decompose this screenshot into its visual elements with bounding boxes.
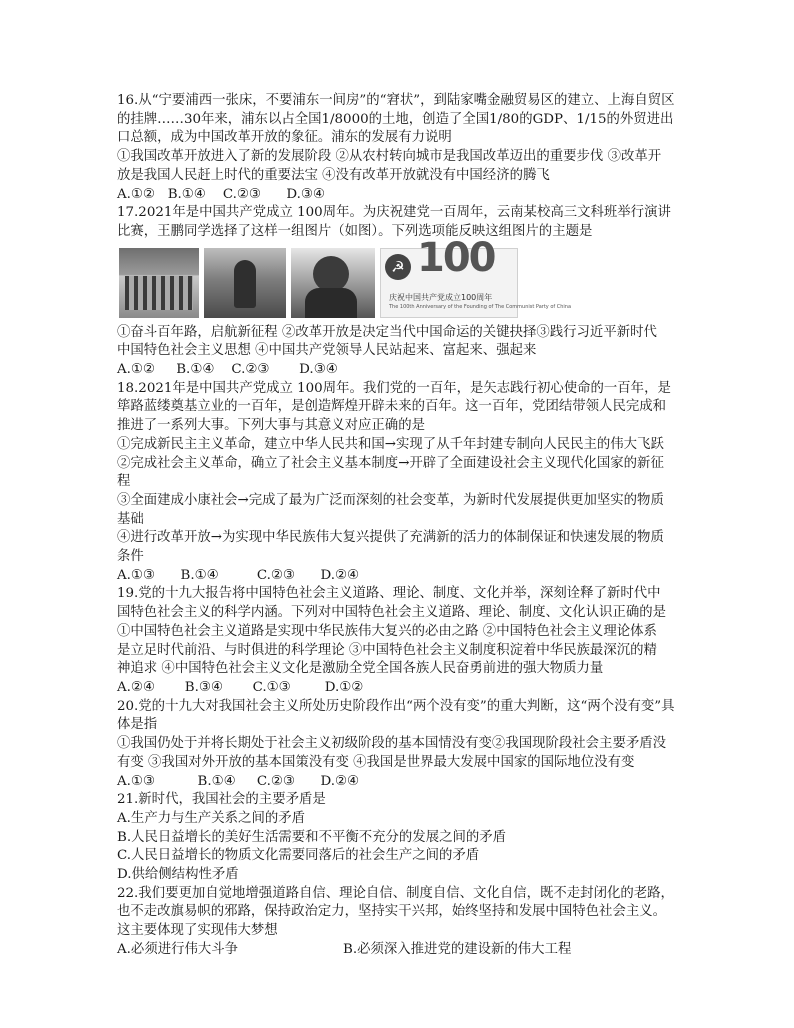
photo-leader-speech (291, 248, 375, 318)
q22-line: 22.我们要更加自觉地增强道路自信、理论自信、制度自信、文化自信，既不走封闭化的老路， (117, 885, 674, 901)
q16-statement: 放是我国人民赶上时代的重要法宝 ④没有改革开放就没有中国经济的腾飞 (117, 167, 550, 183)
q20-statement: 有变 ③我国对外开放的基本国策没有变 ④我国是世界最大发展中国家的国际地位没有变 (117, 754, 635, 770)
q16-options: A.①② B.①④ C.②③ D.③④ (117, 186, 325, 202)
photo-historic-figure (204, 248, 286, 318)
q19-statement: 是立足时代前沿、与时俱进的科学理论 ③中国特色社会主义制度积淀着中华民族最深沉的精 (117, 642, 657, 658)
q16-line: 的挂牌……30年来，浦东以占全国1/8000的土地，创造了全国1/80的GDP、1/15的外贸进出 (117, 111, 674, 127)
party-emblem-icon: ☭ (385, 254, 411, 280)
q18-statement: 条件 (117, 549, 144, 565)
q17-line: 17.2021年是中国共产党成立 100周年。为庆祝建党一百周年，云南某校高三文科班举行演讲 (117, 205, 671, 221)
q22-line: 这主要体现了实现伟大梦想 (117, 923, 278, 939)
question-21 (117, 791, 680, 885)
q22-options (117, 941, 680, 960)
q16-line: 16.从“宁要浦西一张床，不要浦东一间房”的“窘状”，到陆家嘴金融贸易区的建立、上海自贸区 (117, 93, 675, 108)
q17-image-group (119, 234, 680, 318)
q18-statement: ①完成新民主主义革命，建立中华人民共和国→实现了从千年封建专制向人民民主的伟大飞跃 (117, 436, 664, 452)
q19-statement: ①中国特色社会主义道路是实现中华民族伟大复兴的必由之路 ②中国特色社会主义理论体系 (117, 623, 657, 639)
q22-option-a: A.必须进行伟大斗争 (117, 941, 239, 957)
q17-line: 比赛，王鹏同学选择了这样一组图片（如图）。下列选项能反映这组图片的主题是 (117, 223, 593, 239)
q16-line: 口总额，成为中国改革开放的象征。浦东的发展有力说明 (117, 130, 452, 146)
photo-historic-scene (119, 248, 199, 318)
q18-statement: 基础 (117, 511, 144, 527)
q17-statement: 中国特色社会主义思想 ④中国共产党领导人民站起来、富起来、强起来 (117, 343, 537, 359)
q20-line: 20.党的十九大对我国社会主义所处历史阶段作出“两个没有变”的重大判断，这“两个没有变”具 (117, 698, 675, 714)
q18-statement: 程 (117, 474, 131, 490)
q18-statement: ③全面建成小康社会→完成了最为广泛而深刻的社会变革，为新时代发展提供更加坚实的物质 (117, 492, 664, 508)
q22-option-b: B.必须深入推进党的建设新的伟大工程 (343, 941, 572, 957)
centenary-caption: 庆祝中国共产党成立100周年 (389, 292, 493, 302)
centenary-number: 100 (417, 234, 495, 281)
q20-statement: ①我国仍处于并将长期处于社会主义初级阶段的基本国情没有变②我国现阶段社会主要矛盾没 (117, 736, 667, 752)
q18-line: 筚路蓝缕奠基立业的一百年，是创造辉煌开辟未来的百年。这一百年，党团结带领人民完成和 (117, 399, 667, 415)
q19-line: 19.党的十九大报告将中国特色社会主义道路、理论、制度、文化并举，深刻诠释了新时代中 (117, 586, 661, 602)
q21-option-c: C.人民日益增长的物质文化需要同落后的社会生产之间的矛盾 (117, 848, 480, 864)
q17-statement: ①奋斗百年路，启航新征程 ②改革开放是决定当代中国命运的关键抉择③践行习近平新时代 (117, 324, 657, 340)
q21-option-b: B.人民日益增长的美好生活需要和不平衡不充分的发展之间的矛盾 (117, 829, 507, 845)
question-16 (117, 92, 680, 204)
centenary-logo (380, 234, 572, 318)
q18-line: 推进了一系列大事。下列大事与其意义对应正确的是 (117, 418, 425, 434)
q21-stem: 21.新时代，我国社会的主要矛盾是 (117, 792, 326, 808)
question-18 (117, 380, 680, 586)
q18-options: A.①③ B.①④ C.②③ D.②④ (117, 567, 359, 583)
question-17 (117, 204, 680, 380)
q20-options: A.①③ B.①④ C.②③ D.②④ (117, 773, 359, 789)
q16-statement: ①我国改革开放进入了新的发展阶段 ②从农村转向城市是我国改革迈出的重要步伐 ③改革开 (117, 149, 662, 165)
q19-options: A.②④ B.③④ C.①③ D.①② (117, 679, 364, 695)
question-20 (117, 698, 680, 792)
q17-options: A.①② B.①④ C.②③ D.③④ (117, 362, 338, 378)
q21-option-a: A.生产力与生产关系之间的矛盾 (117, 810, 306, 826)
centenary-caption-en: The 100th Anniversary of the Founding of The Communist Party of China (389, 303, 572, 310)
q18-line: 18.2021年是中国共产党成立 100周年。我们党的一百年，是矢志践行初心使命的一百年，是 (117, 380, 671, 396)
q20-line: 体是指 (117, 717, 158, 733)
q18-statement: ②完成社会主义革命，确立了社会主义基本制度→开辟了全面建设社会主义现代化国家的新征 (117, 455, 664, 471)
q18-statement: ④进行改革开放→为实现中华民族伟大复兴提供了充满新的活力的体制保证和快速发展的物质 (117, 530, 664, 546)
question-22 (117, 885, 680, 960)
q19-line: 国特色社会主义的科学内涵。下列对中国特色社会主义道路、理论、制度、文化认识正确的是 (117, 605, 667, 621)
q19-statement: 神追求 ④中国特色社会主义文化是激励全党全国各族人民奋勇前进的强大物质力量 (117, 661, 604, 677)
q21-option-d: D.供给侧结构性矛盾 (117, 867, 239, 883)
question-19 (117, 585, 680, 697)
q22-line: 也不走改旗易帜的邪路，保持政治定力，坚持实干兴邦，始终坚持和发展中国特色社会主义。 (117, 904, 667, 920)
